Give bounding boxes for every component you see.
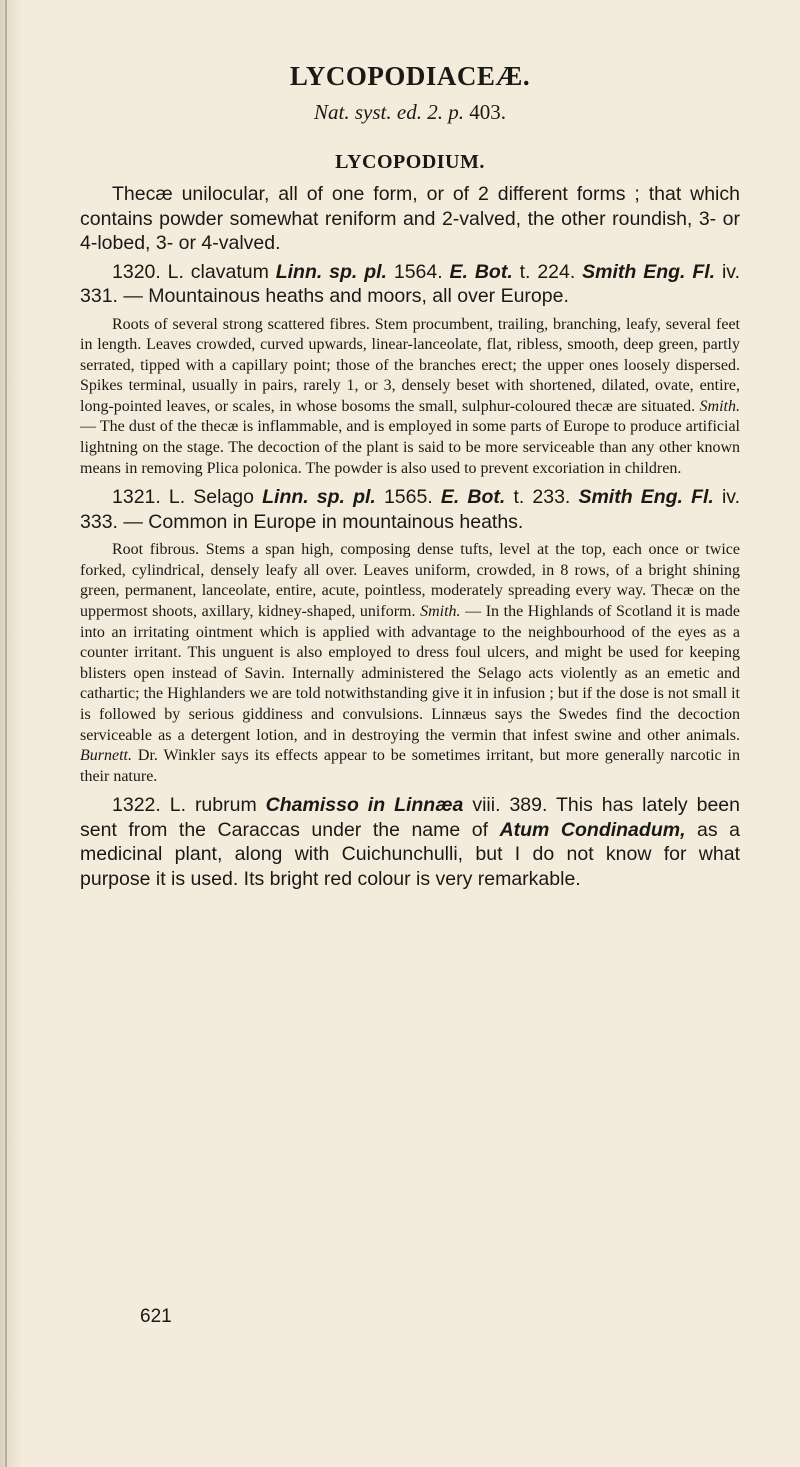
page-edge-shadow	[0, 0, 22, 1467]
genus-description: Thecæ unilocular, all of one form, or of 2 different forms ; that which contains powder somewhat reniform and 2-valved, the other roundish, 3- or 4-lobed, 3- or 4-valved.	[80, 183, 740, 254]
family-reference-source: Nat. syst. ed. 2. p.	[314, 100, 464, 124]
family-title: LYCOPODIACEÆ.	[289, 61, 531, 91]
binding-edge-line	[5, 0, 7, 1467]
page-number: 621	[140, 1306, 172, 1327]
family-reference-page: 403.	[463, 100, 506, 124]
species-description-1321: Root fibrous. Stems a span high, composing dense tufts, level at the top, each once or twice forked, cylindrical, densely leafy all over. Leaves uniform, crowded, in 8 rows, of a bright shining green, permanent, lanceolate, entire, acute, pointless, moderately spreading every way. Thecæ on the uppermost shoots, axillary, kidney-shaped, uniform. Smith. — In the Highlands of Scotland it is made into an irritating ointment which is applied with advantage to the neighbourhood of the eyes as a counter irritant. This unguent is also employed to dress foul ulcers, and might be used for keeping blisters open instead of Savin. Internally administered the Selago acts violently as an emetic and cathartic; the Highlanders we are told notwithstanding give it in infusion ; but if the dose is not small it is followed by serious giddiness and convulsions. Linnæus says the Swedes find the decoction serviceable as a detergent lotion, and in destroying the vermin that infest swine and other animals. Burnett. Dr. Winkler says its effects appear to be sometimes irritant, but more generally narcotic in their nature.	[80, 541, 741, 785]
species-description-1320: Roots of several strong scattered fibres. Stem procumbent, trailing, branching, leafy, several feet in length. Leaves crowded, curved upwards, linear-lanceolate, flat, ribless, smooth, deep green, partly serrated, tipped with a capillary point; those of the branches erect; the upper ones loosely dispersed. Spikes terminal, usually in pairs, rarely 1, or 3, densely beset with shortened, dilated, ovate, entire, long-pointed leaves, or scales, in whose bosoms the small, sulphur-coloured thecæ are situated. Smith. — The dust of the thecæ is inflammable, and is employed in some parts of Europe to produce artificial lightning on the stage. The decoction of the plant is said to be more serviceable than any other known means in removing Plica polonica. The powder is also used to prevent excoriation in children.	[80, 315, 740, 477]
genus-title: LYCOPODIUM.	[335, 151, 485, 173]
species-heading-1320: 1320. L. clavatum Linn. sp. pl. 1564. E. Bot. t. 224. Smith Eng. Fl. iv. 331. — Mountainous heaths and moors, all over Europe.	[80, 260, 741, 307]
species-heading-1321: 1321. L. Selago Linn. sp. pl. 1565. E. Bot. t. 233. Smith Eng. Fl. iv. 333. — Common in Europe in mountainous heaths.	[80, 486, 741, 533]
family-reference	[80, 98, 740, 126]
species-entry-1322: 1322. L. rubrum Chamisso in Linnæa viii. 389. This has lately been sent from the Caraccas under the name of Atum Condinadum, as a medicinal plant, along with Cuichunchulli, but I do not know for what purpose it is used. Its bright red colour is very remarkable.	[80, 794, 740, 890]
book-page	[80, 58, 740, 891]
